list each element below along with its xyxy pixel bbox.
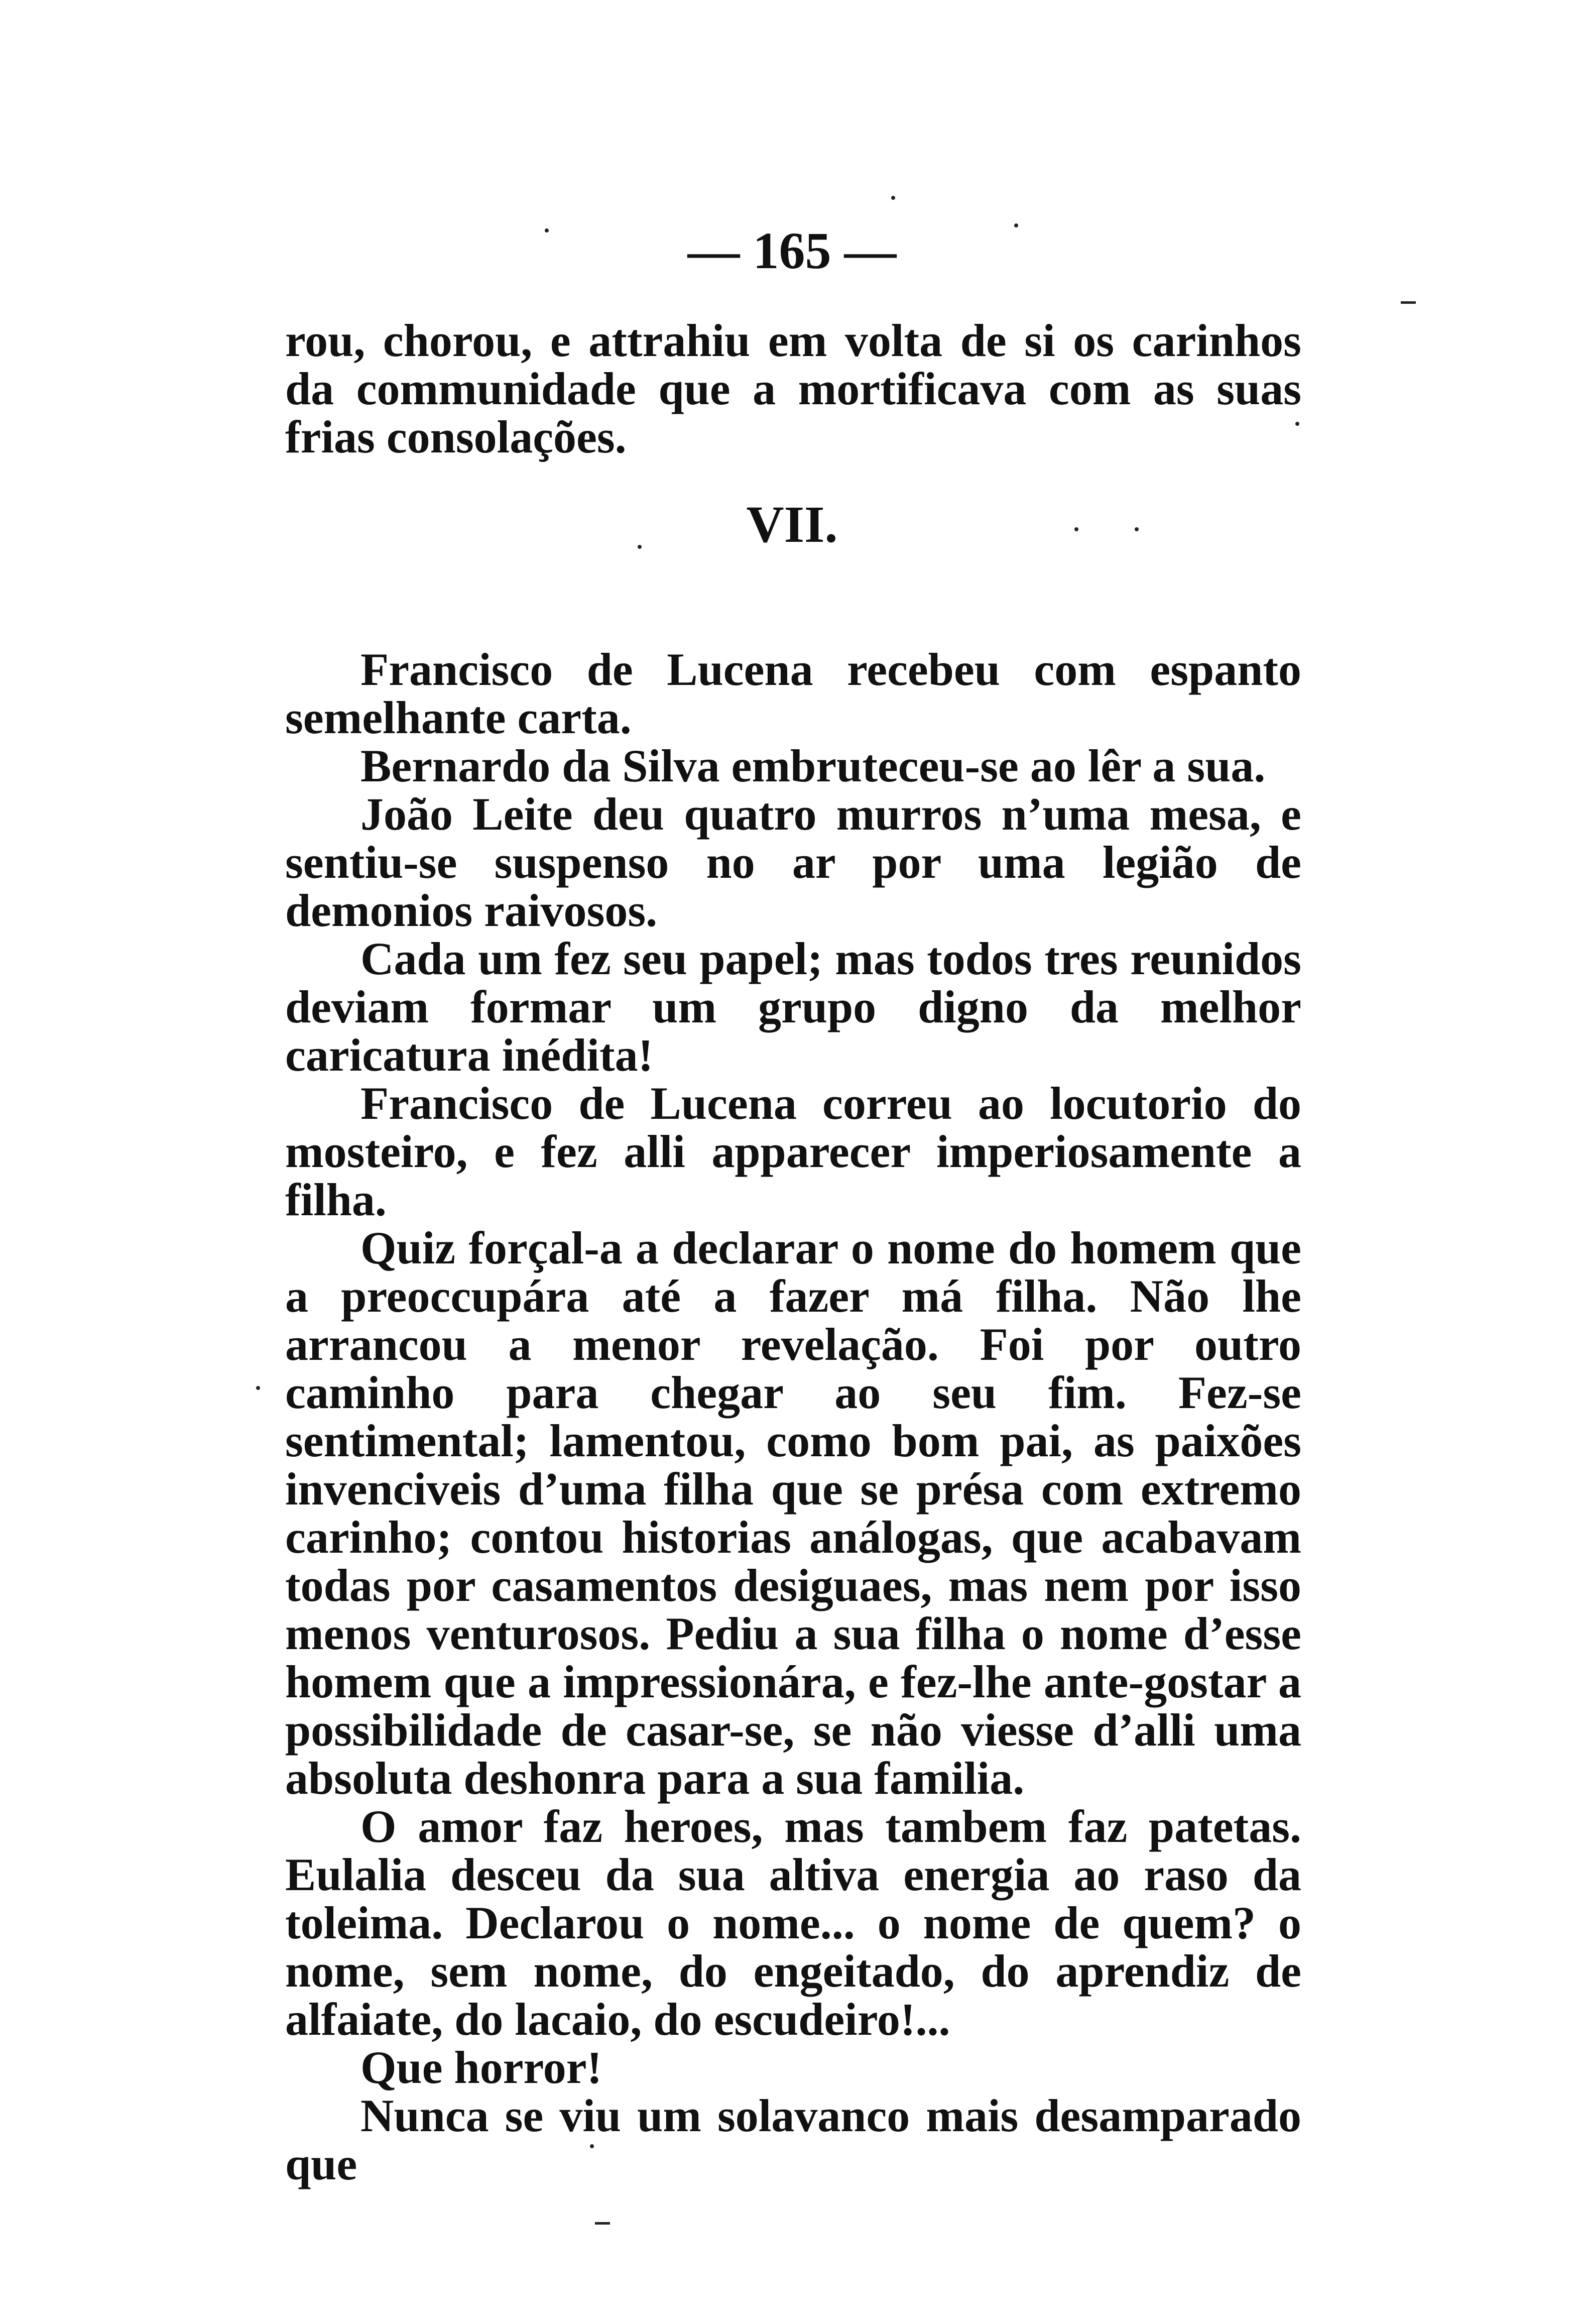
- paragraph: Nunca se viu um solavanco mais desamparado que: [285, 2090, 1301, 2189]
- page-number: — 165 —: [687, 222, 897, 280]
- paragraph: Bernardo da Silva embruteceu-se ao lêr a sua.: [360, 740, 1266, 791]
- scan-speck: [638, 545, 642, 549]
- paragraph: Cada um fez seu papel; mas todos tres reunidos deviam formar um grupo digno da melhor caricatura inédita!: [285, 933, 1301, 1081]
- intro-text: rou, chorou, e attrahiu em volta de si os carinhos da communidade que a mortificava com as suas frias consolações.: [285, 315, 1301, 462]
- paragraph: Que horror!: [360, 2042, 602, 2093]
- intro-paragraph: [285, 316, 1301, 461]
- scan-dash: [595, 2222, 610, 2225]
- paragraph: Francisco de Lucena recebeu com espanto semelhante carta.: [285, 644, 1301, 743]
- scan-speck: [1074, 527, 1078, 531]
- chapter-heading: VII.: [746, 496, 838, 553]
- scan-speck: [891, 196, 895, 200]
- scan-speck: [590, 2144, 594, 2148]
- paragraph: João Leite deu quatro murros n’uma mesa, e sentiu-se suspenso no ar por uma legião de demonios raivosos.: [285, 788, 1301, 936]
- scan-dash: [1401, 301, 1416, 304]
- scan-speck: [1014, 223, 1018, 227]
- scan-speck: [256, 1386, 260, 1390]
- scan-speck: [545, 228, 549, 233]
- paragraph: Quiz forçal-a a declarar o nome do homem que a preoccupára até a fazer má filha. Não lhe arrancou a menor revelação. Foi por outro caminho para chegar ao seu fim. Fez-se sentimental; lamentou, como bom pai, as paixões invenciveis d’uma filha que se présa com extremo carinho; contou historias análogas, que acabavam todas por casamentos desiguaes, mas nem por isso menos venturosos. Pediu a sua filha o nome d’esse homem que a impressionára, e fez-lhe ante-gostar a possibilidade de casar-se, se não viesse d’alli uma absoluta deshonra para a sua familia.: [285, 1222, 1301, 1804]
- scan-speck: [1135, 527, 1139, 531]
- paragraph: O amor faz heroes, mas tambem faz patetas. Eulalia desceu da sua altiva energia ao raso da toleima. Declarou o nome... o nome de quem? o nome, sem nome, do engeitado, do aprendiz de alfaiate, do lacaio, do escudeiro!...: [285, 1801, 1301, 2045]
- scan-speck: [1295, 422, 1299, 426]
- paragraph: Francisco de Lucena correu ao locutorio do mosteiro, e fez alli apparecer imperiosamente a filha.: [285, 1078, 1301, 1225]
- chapter-body: [285, 645, 1301, 2188]
